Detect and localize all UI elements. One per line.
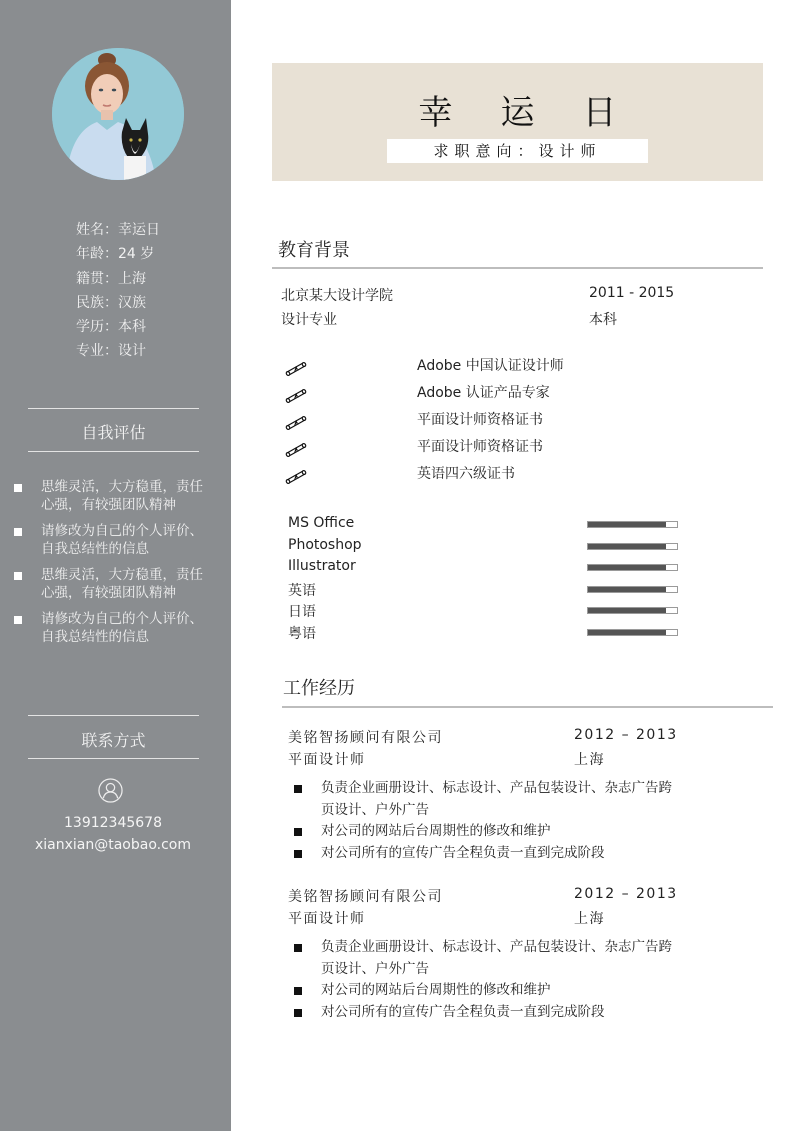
job-location: 上海 — [574, 910, 605, 927]
duty-list — [288, 778, 708, 864]
duty-text: 对公司所有的宣传广告全程负责一直到完成阶段 — [321, 844, 605, 861]
education-years: 2011 - 2015 — [589, 285, 675, 301]
diploma-scroll-icon — [284, 412, 310, 430]
job-subheader-row — [288, 749, 708, 771]
list-item — [288, 821, 678, 843]
info-value: 本科 — [118, 319, 146, 336]
self-eval-list — [14, 478, 214, 654]
job-intent: 求职意向：设计师 — [387, 139, 648, 163]
job-header-row — [288, 727, 708, 749]
info-row-name — [76, 218, 160, 242]
job-position: 平面设计师 — [288, 751, 366, 768]
avatar — [52, 48, 184, 180]
job-years: 2012 – 2013 — [574, 886, 678, 902]
info-value: 上海 — [118, 270, 146, 287]
job-entry — [288, 886, 708, 1023]
job-subheader-row — [288, 908, 708, 930]
section-divider — [282, 706, 773, 708]
skill-row — [288, 601, 688, 623]
skill-level-fill — [588, 522, 666, 527]
major: 设计专业 — [281, 312, 337, 328]
list-item — [288, 778, 678, 821]
info-value: 设计 — [118, 343, 146, 360]
skill-row — [288, 537, 688, 559]
info-row-education — [76, 315, 160, 339]
bullet-square-icon — [294, 1009, 302, 1017]
sidebar — [0, 0, 231, 1131]
info-label: 姓名： — [76, 222, 118, 238]
list-item — [14, 566, 214, 602]
list-item — [14, 478, 214, 514]
contact-phone[interactable]: 13912345678 — [64, 815, 162, 831]
list-item — [14, 610, 214, 646]
eval-text: 思维灵活，大方稳重，责任心强，有较强团队精神 — [41, 567, 203, 601]
eval-text: 请修改为自己的个人评价、自我总结性的信息 — [41, 523, 203, 557]
skill-level-fill — [588, 608, 666, 613]
duty-text: 对公司所有的宣传广告全程负责一直到完成阶段 — [321, 1003, 605, 1020]
job-years: 2012 – 2013 — [574, 727, 678, 743]
skill-row — [288, 515, 688, 537]
job-entry — [288, 727, 708, 864]
info-row-age — [76, 242, 160, 266]
skill-row — [288, 623, 688, 645]
certificate-label: Adobe 中国认证设计师 — [417, 358, 564, 374]
info-value: 24 岁 — [118, 246, 155, 263]
candidate-name: 幸运日 — [418, 93, 665, 133]
contact-email[interactable]: xianxian@taobao.com — [34, 837, 192, 853]
skill-level-bar — [587, 521, 678, 528]
list-item — [14, 522, 214, 558]
bullet-square-icon — [14, 616, 22, 624]
work-title: 工作经历 — [283, 678, 355, 699]
skill-label: MS Office — [288, 515, 355, 531]
info-row-major — [76, 339, 160, 363]
header-banner — [272, 63, 763, 181]
skill-list — [288, 515, 688, 645]
list-item — [288, 980, 678, 1002]
certificate-label: 平面设计师资格证书 — [417, 439, 543, 455]
divider — [28, 758, 199, 759]
diploma-scroll-icon — [284, 466, 310, 484]
duty-text: 负责企业画册设计、标志设计、产品包装设计、杂志广告跨页设计、户外广告 — [321, 939, 672, 977]
company-name: 美铭智扬顾问有限公司 — [288, 730, 443, 746]
skill-level-bar — [587, 629, 678, 636]
bullet-square-icon — [14, 528, 22, 536]
divider — [28, 408, 199, 409]
duty-text: 对公司的网站后台周期性的修改和维护 — [321, 823, 551, 839]
skill-level-bar — [587, 564, 678, 571]
info-row-hometown — [76, 267, 160, 291]
duty-text: 负责企业画册设计、标志设计、产品包装设计、杂志广告跨页设计、户外广告 — [321, 780, 672, 818]
list-item — [288, 937, 678, 980]
degree: 本科 — [589, 312, 617, 328]
info-label: 专业： — [76, 343, 118, 360]
eval-text: 请修改为自己的个人评价、自我总结性的信息 — [41, 611, 203, 645]
bullet-square-icon — [14, 572, 22, 580]
contact-heading: 联系方式 — [81, 731, 146, 750]
bullet-square-icon — [294, 828, 302, 836]
eval-text: 思维灵活，大方稳重，责任心强，有较强团队精神 — [41, 479, 203, 513]
job-position: 平面设计师 — [288, 910, 366, 927]
list-item — [288, 843, 678, 865]
job-location: 上海 — [574, 751, 605, 768]
certificate-label: Adobe 认证产品专家 — [417, 385, 550, 401]
list-item — [288, 1002, 678, 1024]
diploma-scroll-icon — [284, 358, 310, 376]
info-label: 学历： — [76, 319, 118, 336]
info-label: 籍贯： — [76, 270, 118, 287]
certificate-label: 英语四六级证书 — [417, 466, 515, 482]
skill-label: 日语 — [288, 604, 316, 621]
education-title: 教育背景 — [278, 240, 350, 261]
personal-info-list — [76, 218, 160, 364]
school-name: 北京某大设计学院 — [281, 288, 393, 304]
bullet-square-icon — [14, 484, 22, 492]
profile-photo — [52, 48, 184, 180]
diploma-scroll-icon — [284, 385, 310, 403]
company-name: 美铭智扬顾问有限公司 — [288, 889, 443, 905]
divider — [28, 451, 199, 452]
info-value: 幸运日 — [118, 222, 160, 238]
section-divider — [272, 267, 763, 269]
skill-label: 粤语 — [288, 625, 316, 642]
info-label: 年龄： — [76, 246, 118, 263]
skill-level-bar — [587, 607, 678, 614]
job-header-row — [288, 886, 708, 908]
skill-level-bar — [587, 543, 678, 550]
duty-text: 对公司的网站后台周期性的修改和维护 — [321, 982, 551, 998]
self-eval-heading: 自我评估 — [81, 423, 146, 442]
info-value: 汉族 — [118, 294, 146, 311]
skill-row — [288, 580, 688, 602]
skill-row — [288, 558, 688, 580]
skill-level-fill — [588, 544, 666, 549]
skill-label: Photoshop — [288, 536, 362, 553]
skill-label: 英语 — [288, 582, 316, 599]
duty-list — [288, 937, 708, 1023]
skill-label: Illustrator — [288, 558, 356, 575]
bullet-square-icon — [294, 944, 302, 952]
bullet-square-icon — [294, 987, 302, 995]
skill-level-fill — [588, 587, 666, 592]
bullet-square-icon — [294, 850, 302, 858]
divider — [28, 715, 199, 716]
skill-level-bar — [587, 586, 678, 593]
info-row-ethnicity — [76, 291, 160, 315]
certificate-label: 平面设计师资格证书 — [417, 412, 543, 428]
info-label: 民族： — [76, 294, 118, 311]
skill-level-fill — [588, 630, 666, 635]
skill-level-fill — [588, 565, 666, 570]
person-icon — [98, 778, 123, 803]
diploma-scroll-icon — [284, 439, 310, 457]
bullet-square-icon — [294, 785, 302, 793]
